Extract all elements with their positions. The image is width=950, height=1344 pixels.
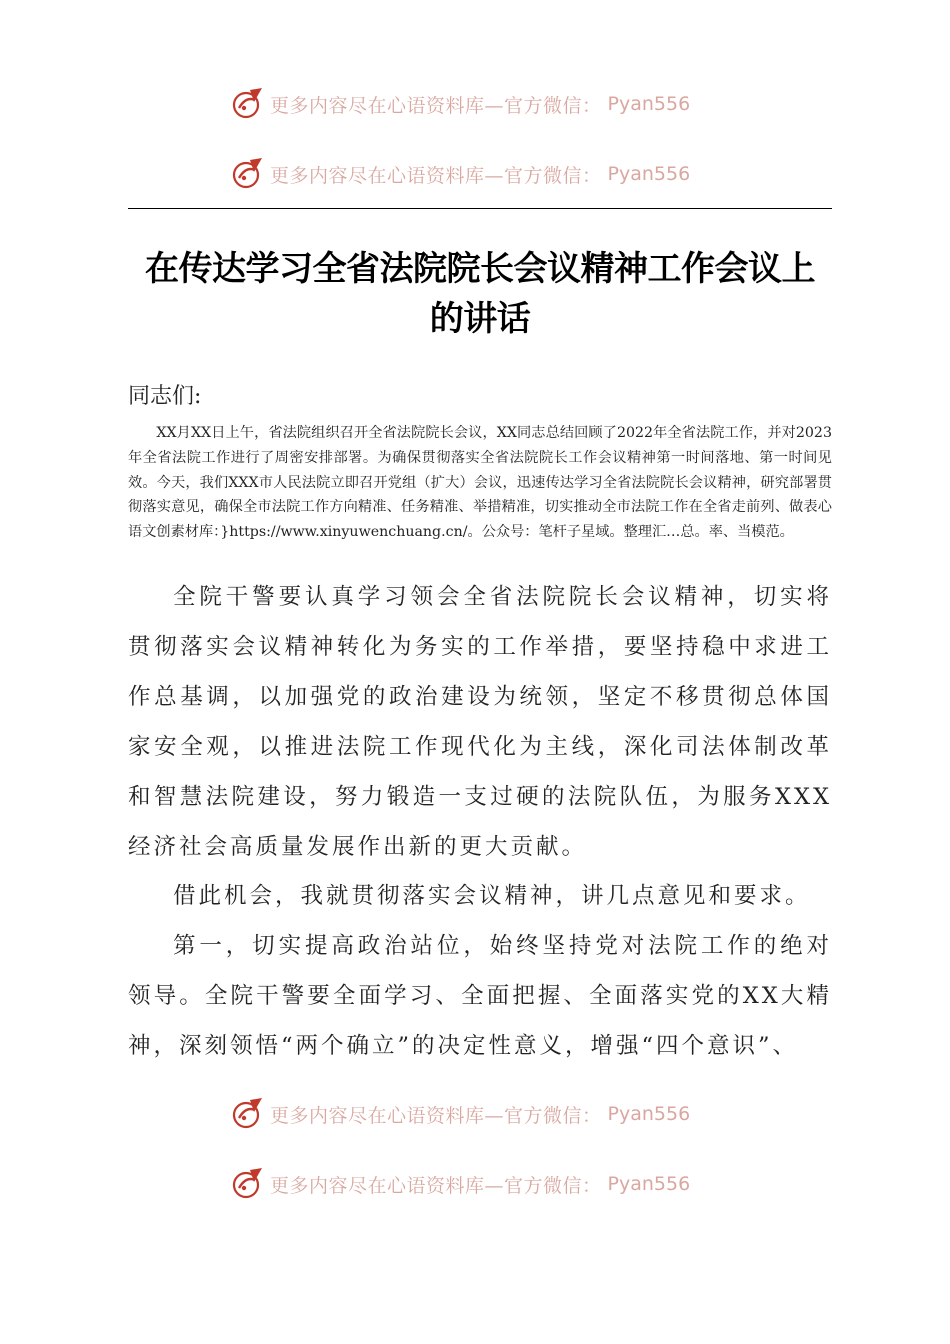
body-paragraph-2: 借此机会，我就贯彻落实会议精神，讲几点意见和要求。 — [173, 883, 811, 909]
pen-logo-icon — [230, 156, 266, 192]
header-divider — [128, 208, 832, 209]
body-paragraph-1: 全院干警要认真学习领会全省法院院长会议精神，切实将贯彻落实会议精神转化为务实的工作举措，要坚持稳中求进工作总基调，以加强党的政治建设为统领，坚定不移贯彻总体国家安全观，以推进法院工作现代化为主线，深化司法体制改革和智慧法院建设，努力锻造一支过硬的法院队伍，为服务XXX经济社会高质量发展作出新的更大贡献。 — [128, 584, 832, 860]
watermark-text: 更多内容尽在心语资料库—官方微信： — [270, 94, 602, 117]
watermark-id: Pyan556 — [607, 93, 691, 115]
intro-paragraph: XX月XX日上午，省法院组织召开全省法院院长会议，XX同志总结回顾了2022年全省法院工作，并对2023年全省法院工作进行了周密安排部署。为确保贯彻落实全省法院院长工作会议精神第一时间落地、第一时间见效。今天，我们XXX市人民法院立即召开党组（扩大）会议，迅速传达学习全省法院院长会议精神，研究部署贯彻落实意见，确保全市法院工作方向精准、任务精准、举措精准，切实推动全市法院工作在全省走前列、做表心语文创素材库：}https://www.xinyuwenchuang.cn/。公众号：笔杆子星域。整理汇…总。率、当模范。 — [128, 425, 832, 541]
watermark-id: Pyan556 — [607, 1103, 691, 1125]
body-paragraph-3: 第一，切实提高政治站位，始终坚持党对法院工作的绝对领导。全院干警要全面学习、全面把握、全面落实党的XX大精神，深刻领悟“两个确立”的决定性意义，增强“四个意识”、 — [128, 933, 832, 1059]
pen-logo-icon — [230, 1096, 266, 1132]
watermark-text: 更多内容尽在心语资料库—官方微信： — [270, 1104, 602, 1127]
title-line-2: 的讲话 — [429, 299, 531, 339]
watermark-banner — [230, 1164, 750, 1204]
watermark-id: Pyan556 — [607, 1173, 691, 1195]
watermark-banner — [230, 84, 750, 124]
watermark-banner — [230, 1094, 750, 1134]
salutation: 同志们: — [128, 384, 202, 409]
watermark-banner — [230, 154, 750, 194]
title-line-1: 在传达学习全省法院院长会议精神工作会议上 — [145, 249, 815, 289]
pen-logo-icon — [230, 1166, 266, 1202]
watermark-text: 更多内容尽在心语资料库—官方微信： — [270, 1174, 602, 1197]
watermark-text: 更多内容尽在心语资料库—官方微信： — [270, 164, 602, 187]
pen-logo-icon — [230, 86, 266, 122]
watermark-id: Pyan556 — [607, 163, 691, 185]
document-title — [118, 244, 842, 344]
